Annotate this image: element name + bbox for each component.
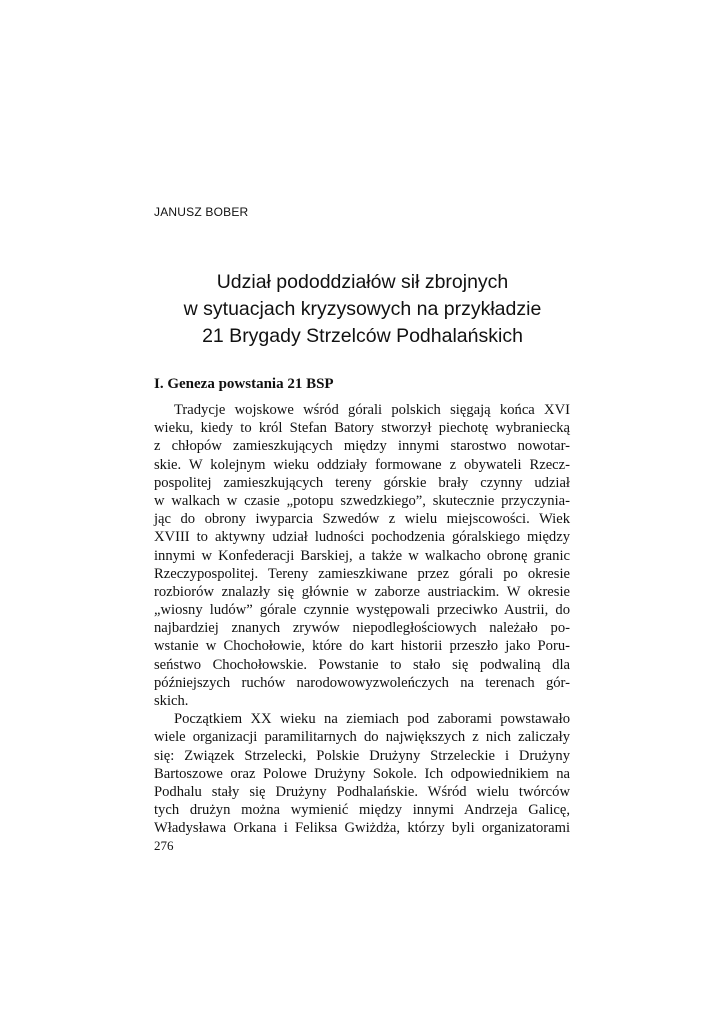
title-line: 21 Brygady Strzelców Podhalańskich xyxy=(202,325,523,347)
text-line: XVIII to aktywny udział ludności pochodzenia góralskiego między xyxy=(154,529,570,546)
text-line: skie. W kolejnym wieku oddziały formowane z obywateli Rzecz- xyxy=(154,456,570,473)
text-line: skich. xyxy=(154,693,189,709)
text-line: Tradycje wojskowe wśród górali polskich sięgają końca XVI xyxy=(174,402,570,418)
text-line: Podhalu stały się Drużyny Podhalańskie. Wśród wielu twórców xyxy=(154,783,570,800)
text-line: w walkach w czasie „potopu szwedzkiego”, skutecznie przyczynia- xyxy=(154,492,570,509)
text-line: pospolitej zamieszkujących tereny górskie brały czynny udział xyxy=(154,474,570,491)
title-line: Udział pododdziałów sił zbrojnych xyxy=(216,271,509,293)
text-line: Początkiem XX wieku na ziemiach pod zaborami powstawało xyxy=(174,711,570,728)
text-line: najbardziej znanych zrywów niepodległościowych należało po- xyxy=(154,620,570,637)
text-line: rozbiorów znalazły się głównie w zaborze austriackim. W okresie xyxy=(154,583,570,600)
text-line: „wiosny ludów” górale czynnie występowali przeciwko Austrii, do xyxy=(154,602,570,619)
text-line: wstanie w Chochołowie, które do kart historii przeszło jako Poru- xyxy=(154,638,570,655)
text-line: wieku, kiedy to król Stefan Batory stworzył piechotę wybraniecką xyxy=(154,420,570,437)
text-line: tych drużyn można wymienić między innymi Andrzeja Galicę, xyxy=(154,802,570,819)
text-line: Bartoszowe oraz Polowe Drużyny Sokole. Ich odpowiednikiem na xyxy=(154,765,570,782)
title-line: w sytuacjach kryzysowych na przykładzie xyxy=(183,298,542,320)
text-line: seństwo Chochołowskie. Powstanie to stało się podwaliną dla xyxy=(154,656,570,673)
text-line: Władysława Orkana i Feliksa Gwiżdża, którzy byli organizatorami xyxy=(154,820,570,837)
section-heading: I. Geneza powstania 21 BSP xyxy=(154,376,334,392)
text-line: się: Związek Strzelecki, Polskie Drużyny Strzeleckie i Drużyny xyxy=(154,747,570,764)
page-number: 276 xyxy=(154,838,174,853)
text-line: innymi w Konfederacji Barskiej, a także w walkacho obronę granic xyxy=(154,547,570,564)
text-line: wiele organizacji paramilitarnych do największych z nich zaliczały xyxy=(154,729,570,746)
body-text xyxy=(154,401,570,838)
text-line: Rzeczypospolitej. Tereny zamieszkiwane przez górali po okresie xyxy=(154,565,570,582)
author-name: JANUSZ BOBER xyxy=(154,205,249,219)
text-line: późniejszych ruchów narodowowyzwoleńczych na terenach gór- xyxy=(154,674,570,691)
article-title xyxy=(150,269,575,350)
text-line: jąc do obrony iwyparcia Szwedów z wielu miejscowości. Wiek xyxy=(154,511,570,528)
text-line: z chłopów zamieszkujących między innymi starostwo nowotar- xyxy=(154,438,570,455)
